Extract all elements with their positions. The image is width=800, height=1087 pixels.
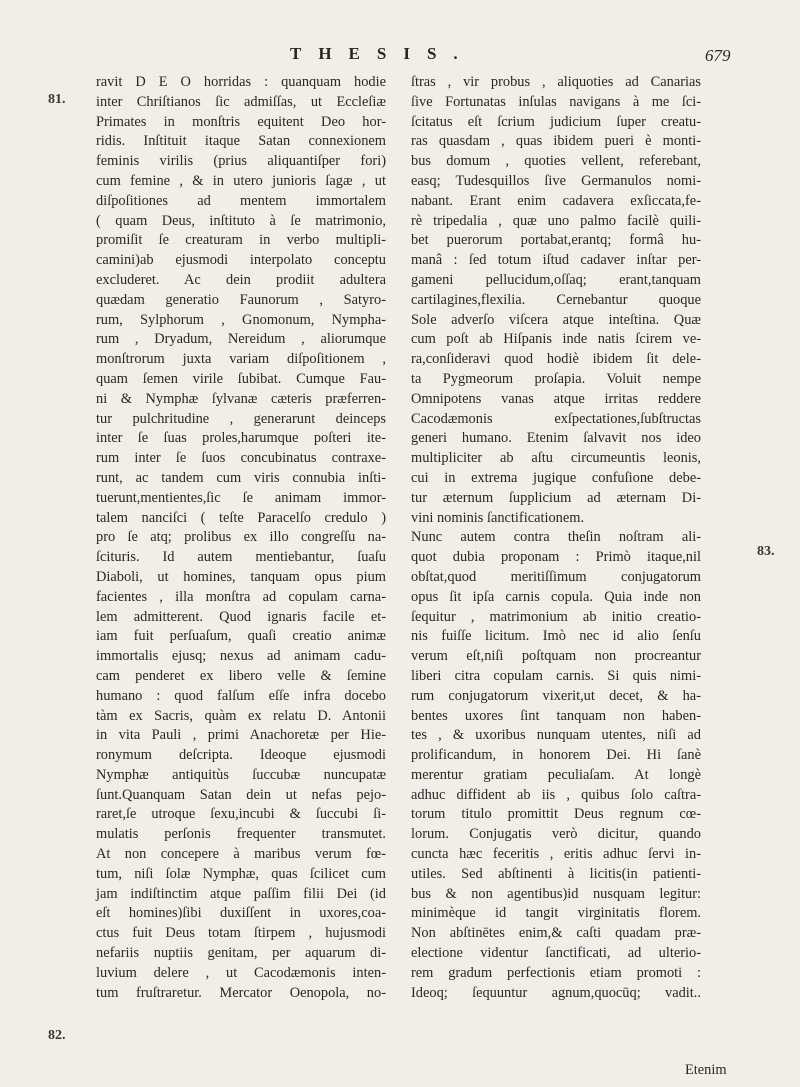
text-line: ſequitur , matrimonium ab initio creatio-: [411, 608, 701, 625]
text-line: humano : quod falſum eſſe infra docebo: [96, 687, 386, 704]
text-line: Omnipotens vanas atque irritas reddere: [411, 390, 701, 407]
text-line: prolificandum, in honorem Dei. Hi ſanè: [411, 747, 701, 764]
text-line: promiſit ſe creaturam in verbo multipli-: [96, 232, 386, 249]
text-line: cam penderet ex libero velle & ſemine: [96, 667, 386, 684]
text-line: Nunc autem contra theſin noſtram ali-: [411, 529, 701, 546]
text-line: cum femine , & in utero junioris ſagæ , ut: [96, 172, 386, 189]
text-line: Nymphæ antiquitùs ſuccubæ nuncupatæ: [96, 766, 386, 783]
left-text-column: [96, 73, 386, 1003]
text-line: generi humano. Etenim ſalvavit nos ideo: [411, 430, 701, 447]
right-text-column: [411, 73, 701, 1003]
text-line: ridis. Inſtituit itaque Satan connexionem: [96, 133, 386, 150]
text-line: ſive Fortunatas inſulas navigans à me ſci-: [411, 93, 701, 110]
text-line: rum conjugatorum vixerit,ut decet, & ha-: [411, 687, 701, 704]
text-line: nabant. Erant enim cadavera exſiccata,fe-: [411, 192, 701, 209]
text-line: feminis virilis (prius aliquantiſper fori): [96, 153, 386, 170]
text-line: electione videntur ſanctificati, ad ulterio-: [411, 945, 701, 962]
text-line: tuerunt,mentientes,ſic ſe animam immor-: [96, 489, 386, 506]
text-line: inter Chriſtianos ſic admiſſas, ut Eccleſiæ: [96, 93, 386, 110]
text-line: ronymum deſcripta. Ideoque ejusmodi: [96, 747, 386, 764]
text-line: rè tripedalia , quæ uno palmo facilè quili-: [411, 212, 701, 229]
text-line: pro ſe atq; prolibus ex illo congreſſu na-: [96, 529, 386, 546]
margin-note-81: 81.: [48, 92, 66, 107]
text-line: ſcituris. Id autem mentiebantur, ſuaſu: [96, 549, 386, 566]
text-line: quædam generatio Faunorum , Satyro-: [96, 291, 386, 308]
page-number: 679: [705, 46, 731, 65]
text-line: nis fuiſſe licitum. Imò nec id alio ſenſu: [411, 628, 701, 645]
text-line: ravit D E O horridas : quanquam hodie: [96, 74, 386, 90]
text-line: gameni pellucidum,oſſaq; erant,tanquam: [411, 271, 701, 288]
text-line: tàm ex Sacris, quàm ex relatu D. Antonii: [96, 707, 386, 724]
text-line: bus domum , quoties vellent, referebant,: [411, 153, 701, 170]
margin-note-83: 83.: [757, 544, 775, 559]
text-line: bentes uxores ſint tanquam non haben-: [411, 707, 701, 724]
text-line: rum, Sylphorum , Gnomonum, Nympha-: [96, 311, 386, 328]
text-line: iam fuit perſuaſum, quaſi creatio animæ: [96, 628, 386, 645]
text-line: opus ſit ipſa carnis copula. Quia inde non: [411, 588, 701, 605]
text-line: eſt homines)ſibi duxiſſent in uxores,coa-: [96, 905, 386, 922]
text-line: immortalis ejusq; nexus ad animam cadu-: [96, 648, 386, 665]
text-line: excluderet. Ac dein prodiit adultera: [96, 271, 386, 288]
text-line: in vita Pauli , primi Anachoretæ per Hie-: [96, 727, 386, 744]
text-line: easq; Tudesquillos ſive Germanulos nomi-: [411, 172, 701, 189]
text-line: At non concepere à maribus verum fœ-: [96, 846, 386, 863]
text-line: merentur gratiam peculiaſam. At longè: [411, 766, 701, 783]
text-line: cum poſt ab Hiſpanis inde natis ſcirem ve-: [411, 331, 701, 348]
text-line: Diaboli, ut homines, tanquam opus pium: [96, 568, 386, 585]
text-line: tes , & uxoribus nunquam utentes, niſi ad: [411, 727, 701, 744]
text-line: rum , Dryadum, Nereidum , aliorumque: [96, 331, 386, 348]
text-line: mulatis perſonis frequenter transmutet.: [96, 826, 386, 843]
text-line: adhuc diffident ab iis , quibus ſolo caſtra-: [411, 786, 701, 803]
margin-note-82: 82.: [48, 1028, 66, 1043]
text-line: vini nominis ſanctificationem.: [411, 509, 585, 526]
text-line: raret,ſe utroque ſexu,incubi & ſuccubi ſi-: [96, 806, 386, 823]
text-line: tum, niſi ſolæ Nymphæ, quas ſcilicet cum: [96, 865, 386, 882]
text-line: rem gradum perfectionis etiam promoti :: [411, 964, 701, 981]
text-line: lem admitterent. Quod ignaris facile et-: [96, 608, 386, 625]
catchword: Etenim: [685, 1062, 727, 1078]
text-line: Primates in monſtris equitent Deo hor-: [96, 113, 386, 130]
text-line: cartilagines,flexilia. Cernebantur quoque: [411, 291, 701, 308]
text-line: nefariis nuptiis genitam, per aquarum di-: [96, 945, 386, 962]
text-line: Cacodæmonis exſpectationes,ſubſtructas: [411, 410, 701, 427]
text-line: ctus fuit Deus totam ſtirpem , hujusmodi: [96, 925, 386, 942]
text-line: ſtras , vir probus , aliquoties ad Canarias: [411, 74, 701, 90]
text-line: camini)ab ejusmodi interpolato conceptu: [96, 252, 386, 269]
text-line: quot dubia proponam : Primò itaque,nil: [411, 549, 701, 566]
text-line: verum eſt,niſi poſtquam non procreantur: [411, 648, 701, 665]
text-line: facientes , illa monſtra ad copulam carna-: [96, 588, 386, 605]
text-line: minimèque id tangit virginitatis florem.: [411, 905, 701, 922]
text-line: runt, ac tandem cum viris connubia inſti-: [96, 469, 386, 486]
text-line: tum fruſtraretur. Mercator Oenopola, no-: [96, 984, 386, 1001]
text-line: Sole adverſo viſcera atque inteſtina. Quæ: [411, 311, 701, 328]
text-line: multipliciter ab aſtu circumeuntis leonis,: [411, 450, 701, 467]
text-line: inter ſe ſuas proles,harumque poſteri ite-: [96, 430, 386, 447]
text-line: talem nanciſci ( teſte Paracelſo credulo ): [96, 509, 386, 526]
running-title: THESIS.: [290, 44, 475, 63]
text-line: cuncta hæc feceritis , eritis adhuc ſervi in-: [411, 846, 701, 863]
text-line: Non abſtinētes enim,& caſti quadam præ-: [411, 925, 701, 942]
text-line: liberi citra copulam carnis. Si quis nimi-: [411, 667, 701, 684]
text-line: manâ : ſed totum iſtud cadaver inſtar per-: [411, 252, 701, 269]
text-line: lorum. Conjugatis verò dicitur, quando: [411, 826, 701, 843]
text-line: ra,conſideravi quod hodiè ibidem ſit dele-: [411, 351, 701, 368]
text-line: tur pulchritudine , generarunt deinceps: [96, 410, 386, 427]
text-line: bet puerorum portabat,erantq; formâ hu-: [411, 232, 701, 249]
text-line: quam ſemen virile ſubibat. Cumque Fau-: [96, 370, 386, 387]
text-line: diſpoſitiones ad mentem immortalem: [96, 192, 386, 209]
text-line: rum inter ſe ſuos concubinatus contraxe-: [96, 450, 386, 467]
text-line: luvium delere , ut Cacodæmonis inten-: [96, 964, 386, 981]
text-line: Ideoq; ſequuntur agnum,quocūq; vadit..: [411, 984, 701, 1001]
text-line: jam indiſtinctim atque paſſim filii Dei (id: [96, 885, 386, 902]
text-line: cui in extrema jugique confuſione debe-: [411, 469, 701, 486]
text-line: bus & non agentibus)id nusquam legitur:: [411, 885, 701, 902]
text-line: ſunt.Quanquam Satan dein ut nefas pejo-: [96, 786, 386, 803]
text-line: utiles. Sed abſtinenti à licitis(in patienti-: [411, 865, 701, 882]
text-line: ras quasdam , quas ibidem pueri è monti-: [411, 133, 701, 150]
text-line: monſtrorum juxta variam diſpoſitionem ,: [96, 351, 386, 368]
text-line: torum titulo promittit Deus regnum cœ-: [411, 806, 701, 823]
text-line: ni & Nymphæ ſylvanæ cæteris præferren-: [96, 390, 386, 407]
running-head: [0, 44, 800, 70]
text-line: ſcitatus eſt ſcrium judicium ſuper creatu-: [411, 113, 701, 130]
text-line: ta Pygmeorum proſapia. Voluit nempe: [411, 370, 701, 387]
text-line: tur æternum ſupplicium ad æternam Di-: [411, 489, 701, 506]
text-line: obſtat,quod meritiſſimum conjugatorum: [411, 568, 701, 585]
text-line: ( quam Deus, inſtituto à ſe matrimonio,: [96, 212, 386, 229]
